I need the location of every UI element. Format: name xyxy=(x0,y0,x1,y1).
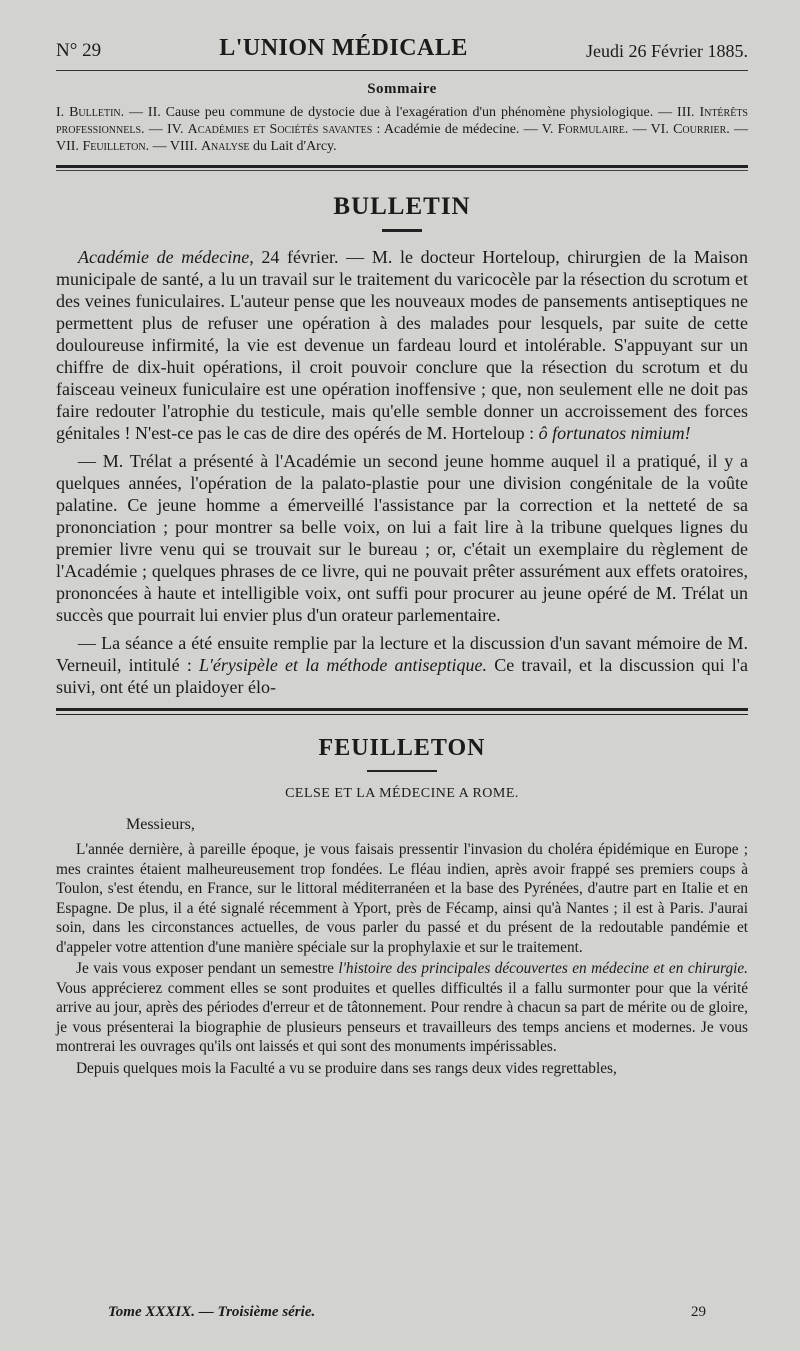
bulletin-dateline: Académie de médecine, xyxy=(78,247,254,267)
feuilleton-salutation: Messieurs, xyxy=(126,816,195,833)
feuilleton-course-title: l'histoire des principales découvertes en médecine et en chirurgie. xyxy=(338,960,749,977)
summary-part: du Lait d'Arcy. xyxy=(249,139,337,154)
feuilleton-text: Je vais vous exposer pendant un semestre xyxy=(76,960,339,977)
bulletin-text: 24 février. — M. le docteur Horteloup, chirurgien de la Maison municipale de santé, a lu un travail sur le traitement du varicocèle par la résection du scrotum et des veines funiculaires. L'auteur pense que les nouveaux modes de pansements antiseptiques ne permettent plus de refuser une opération à des malades pour lesquels, par suite de cette douloureuse infirmité, la vie est devenue un fardeau lourd et intolérable. S'appuyant sur un chiffre de dix-huit opérations, il croit pouvoir conclure que la résection du scrotum et du faisceau veineux funiculaire est une opération inoffensive ; que, non seulement elle ne doit pas faire redouter l'atrophie du testicule, mais qu'elle semble donner un accroissement des forces génitales ! N'est-ce pas le cas de dire des opérés de M. Horteloup : xyxy=(56,247,748,443)
issue-date: Jeudi 26 Février 1885. xyxy=(586,41,748,61)
feuilleton-paragraph: Depuis quelques mois la Faculté a vu se produire dans ses rangs deux vides regrettables, xyxy=(76,1059,617,1077)
bulletin-text: — La séance a été ensuite remplie par la lecture et la discussion d'un savant mémoire de M. Verneuil, intitulé : xyxy=(56,633,748,675)
bulletin-memoir-title: L'érysipèle et la méthode antiseptique. xyxy=(199,655,488,675)
bulletin-body xyxy=(56,246,748,698)
summary-heading: Académies et Sociétés savantes xyxy=(187,122,373,137)
summary-rule xyxy=(56,165,748,171)
summary-heading: Feuilleton xyxy=(82,139,146,154)
summary-part: . — II. Cause peu commune de dystocie due à l'exagération d'un phénomène physiologique. — III. xyxy=(120,105,700,120)
summary-heading: Courrier xyxy=(673,122,727,137)
journal-title: L'UNION MÉDICALE xyxy=(219,35,468,61)
bulletin-paragraph xyxy=(56,246,748,444)
tome-label: Tome XXXIX. — Troisième série. xyxy=(108,1304,316,1320)
summary-heading: Bulletin xyxy=(69,105,121,120)
summary-part: I. xyxy=(56,105,70,120)
page-header xyxy=(56,28,748,62)
feuilleton-subtitle: CELSE ET LA MÉDECINE A ROME. xyxy=(285,786,519,801)
bulletin-title-dash xyxy=(382,229,422,232)
summary-part: . — VI. xyxy=(624,122,674,137)
summary-heading: Formulaire xyxy=(557,122,625,137)
summary-part: : Académie de médecine. — V. xyxy=(372,122,558,137)
feuilleton-paragraph: L'année dernière, à pareille époque, je vous faisais pressentir l'invasion du choléra épidémique en Europe ; mes craintes étaient malheureusement trop fondées. Le fléau indien, après avoir frappé ses premiers coups à Toulon, s'est étendu, en France, sur le littoral méditerranéen et la base des Pyrénées, d'autre part en Italie et en Espagne. De plus, il a été signalé récemment à Yport, près de Fécamp, ainsi qu'à Nantes ; il est à Paris. J'aurai soin, dans les circonstances actuelles, de vous parler du passé et du présent de la redoutable pandémie et d'appeler votre attention d'une manière spéciale sur la prophylaxie et sur le traitement. xyxy=(56,841,748,956)
summary-text xyxy=(56,104,748,155)
feuilleton-text: Vous apprécierez comment elles se sont produites et quelles difficultés il a fallu surmonter pour que la vérité arrive au jour, après des périodes d'erreur et de tâtonnement. Pour rendre à chacun sa part de mérite ou de gloire, je vous présenterai la biographie de plusieurs penseurs et travailleurs des temps anciens et modernes. Je vous montrerai les ouvrages qu'ils ont laissés et qui sont des monuments impérissables. xyxy=(56,979,748,1055)
summary-heading: Intérêts professionnels xyxy=(56,105,748,137)
feuilleton-paragraph xyxy=(56,959,748,1057)
summary-part: . — VIII. xyxy=(145,139,201,154)
feuilleton-body xyxy=(56,840,748,1078)
summary-heading: Analyse xyxy=(200,139,250,154)
summary-part: . — VII. xyxy=(56,122,749,154)
bulletin-paragraph: — M. Trélat a présenté à l'Académie un second jeune homme auquel il a pratiqué, il y a quelques années, l'opération de la palato-plastie pour une division congénitale de la voûte palatine. Ce jeune homme a émerveillé l'assistance par la correction et la netteté de sa prononciation ; pour montrer sa belle voix, on lui a fait lire à la tribune quelques lignes du premier livre venu qui se trouvait sur le bureau ; or, c'était un exemplaire du règlement de l'Académie ; quelques phrases de ce livre, qui ne pouvait prêter assurément aux effets oratoires, prononcées à haute et intelligible voix, ont suffi pour procurer au jeune opéré de M. Trélat un succès que pourrait lui envier plus d'un orateur parlementaire. xyxy=(56,451,748,625)
issue-number: N° 29 xyxy=(56,40,102,61)
bulletin-paragraph xyxy=(56,632,748,698)
page-number: 29 xyxy=(691,1304,706,1320)
feuilleton-title: FEUILLETON xyxy=(318,735,486,761)
summary-part: . — IV. xyxy=(141,122,188,137)
bulletin-text: Ce travail, et la discussion qui l'a suivi, ont été un plaidoyer élo- xyxy=(56,655,748,697)
feuilleton-rule xyxy=(56,708,748,715)
summary-title: Sommaire xyxy=(367,81,437,97)
page-footer xyxy=(56,1304,748,1321)
bulletin-title: BULLETIN xyxy=(333,193,471,220)
bulletin-quote: ô fortunatos nimium! xyxy=(538,423,691,443)
feuilleton-title-dash xyxy=(367,770,437,772)
header-rule xyxy=(56,70,748,71)
